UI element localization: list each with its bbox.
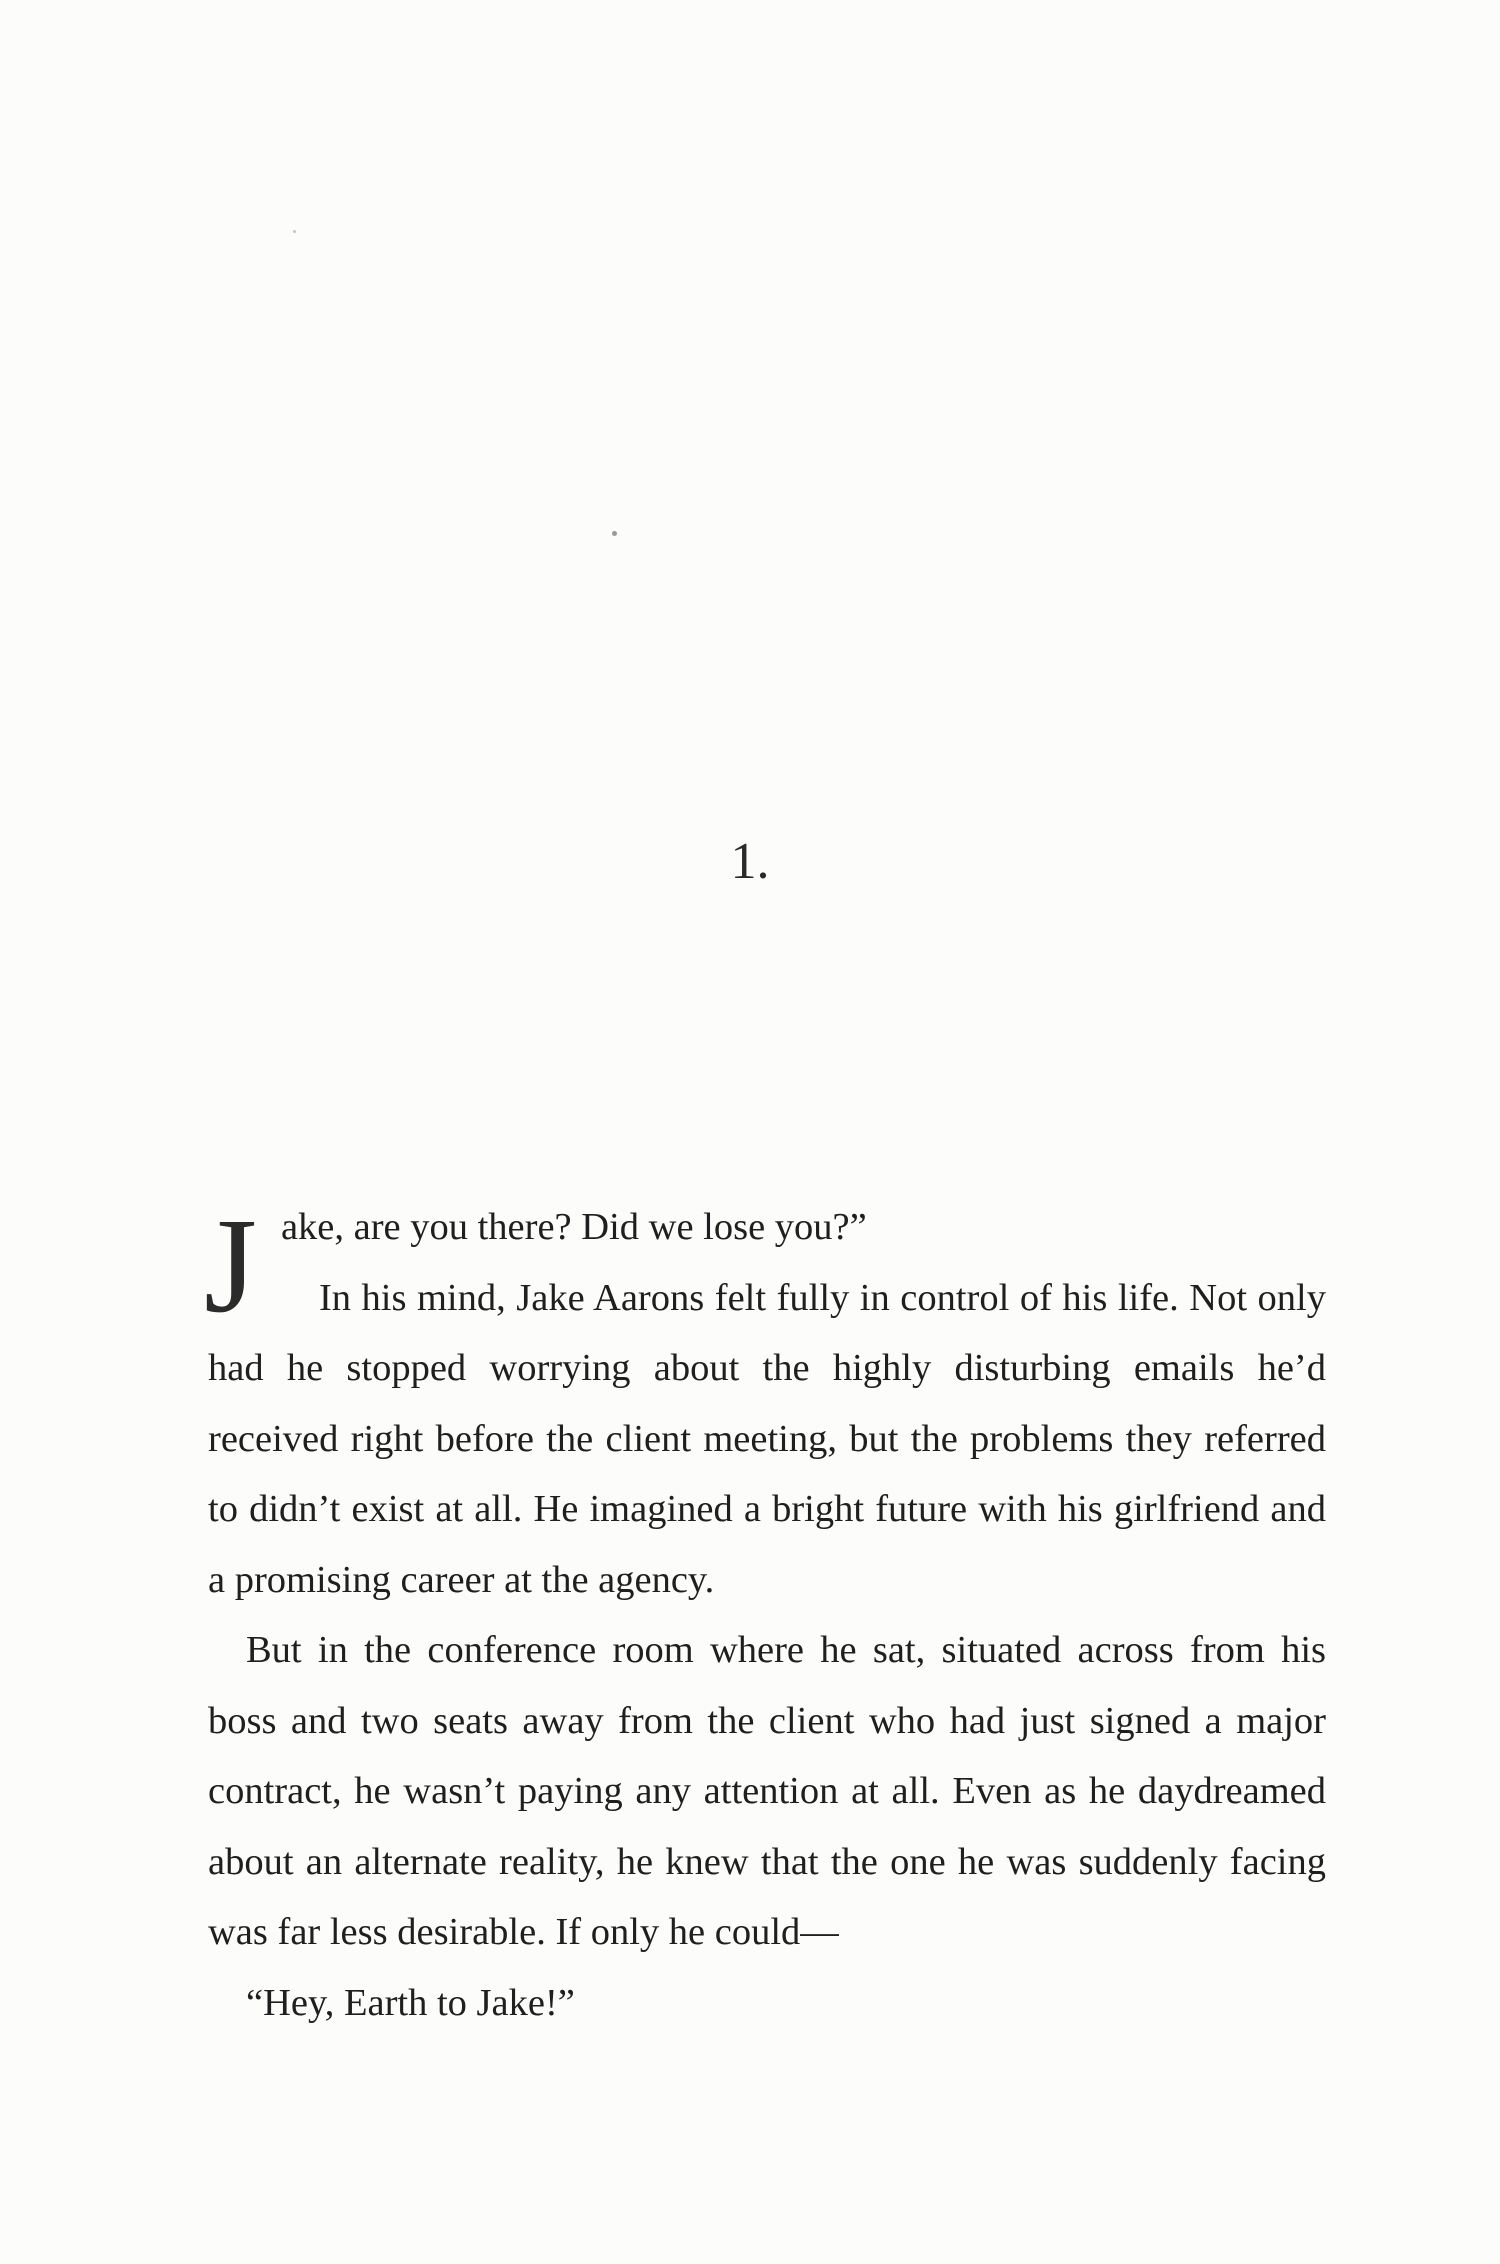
opening-line: ake, are you there? Did we lose you?” <box>280 1206 867 1248</box>
paragraph-opening <box>204 1191 1326 1341</box>
paragraph-2: In his mind, Jake Aarons felt fully in control of his life. Not only had he stopped worrying about the highly disturbing emails he’d received right before the client meeting, but the problems they referred to didn’t exist at all. He imagined a bright future with his girlfriend and a promising career at the agency. <box>208 1276 1326 1601</box>
chapter-number: 1. <box>730 833 770 890</box>
chapter-body <box>204 1191 1326 2038</box>
print-speck <box>293 230 296 233</box>
paragraph-3: But in the conference room where he sat, situated across from his boss and two seats away from the client who had just signed a major contract, he wasn’t paying any attention at all. Even as he daydreamed about an alternate reality, he knew that the one he was suddenly facing was far less desirable. If only he could— <box>208 1629 1326 1953</box>
print-speck <box>612 531 617 536</box>
paragraph-4: “Hey, Earth to Jake!” <box>246 1981 575 2024</box>
drop-cap: J <box>204 1191 257 1341</box>
